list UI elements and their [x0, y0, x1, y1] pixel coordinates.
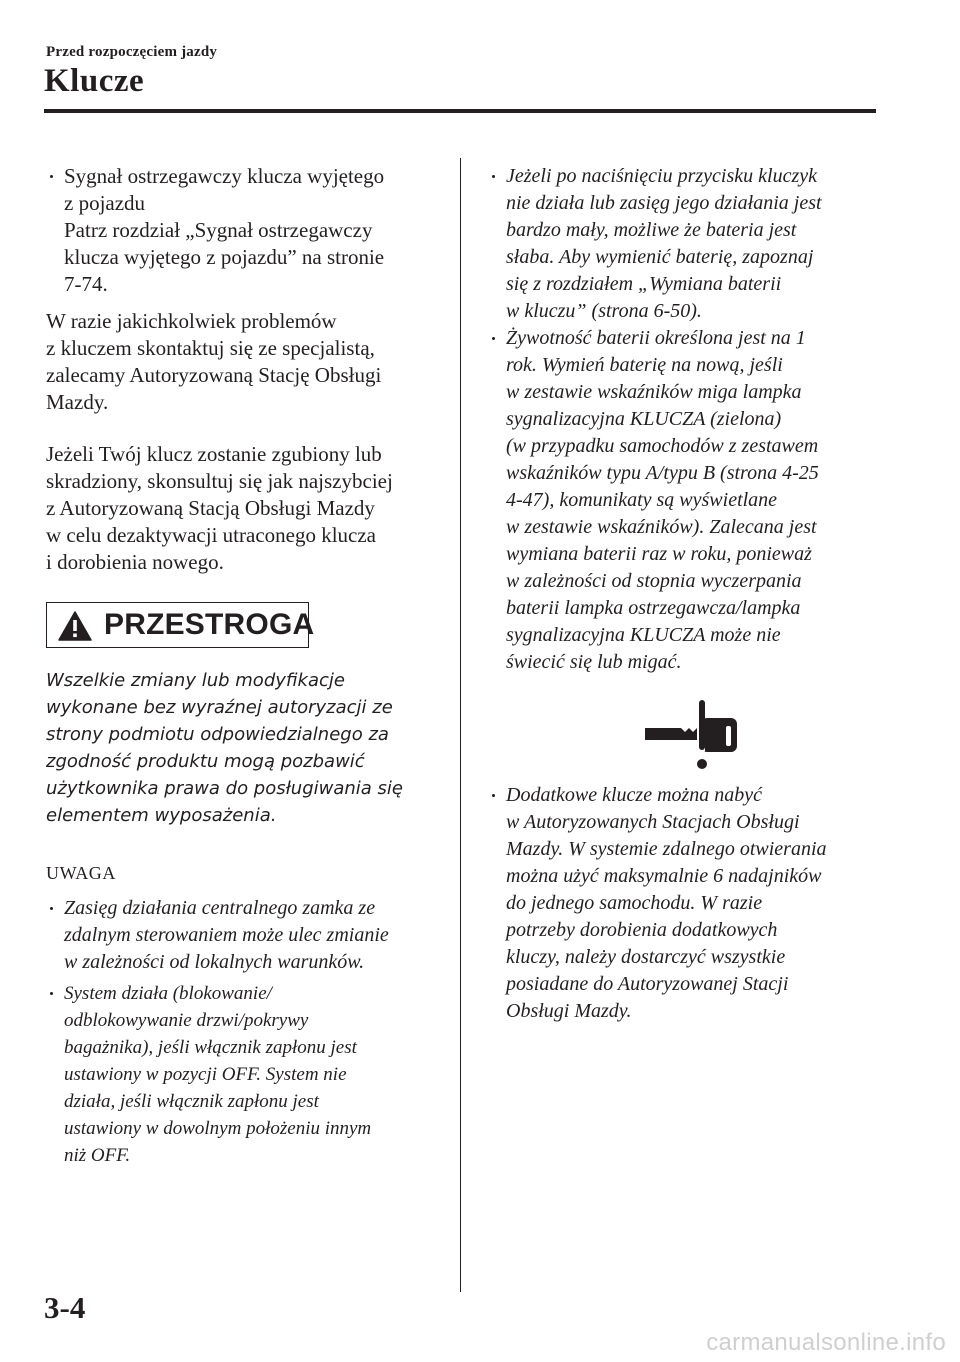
chapter-title: Klucze [44, 63, 145, 99]
paragraph-lost-key [46, 441, 441, 576]
caution-label: PRZESTROGA [104, 608, 315, 641]
text-line: potrzeby dorobienia dodatkowych [506, 919, 778, 941]
text-line: sygnalizacyjna KLUCZA może nie [506, 624, 781, 646]
note-title: UWAGA [46, 863, 116, 883]
text-line: Jeżeli Twój klucz zostanie zgubiony lub [46, 442, 382, 466]
bullet-dot [50, 907, 53, 910]
bullet-battery-life [488, 325, 884, 676]
text-line: w Autoryzowanych Stacjach Obsługi [506, 811, 800, 833]
text-line: można użyć maksymalnie 6 nadajników [506, 865, 822, 887]
bullet-dot [50, 992, 53, 995]
text-line: klucza wyjętego z pojazdu” na stronie [64, 245, 385, 269]
watermark: carmanualsonline.info [706, 1329, 946, 1356]
text-line: Dodatkowe klucze można nabyć [506, 784, 763, 806]
bullet-text [506, 163, 884, 325]
text-line: 4-47), komunikaty są wyświetlane [506, 489, 778, 511]
text-line: W razie jakichkolwiek problemów [46, 309, 337, 333]
text-line: w zestawie wskaźników). Zalecana jest [506, 516, 817, 538]
text-line: elementem wyposażenia. [46, 805, 277, 826]
text-line: posiadane do Autoryzowanej Stacji [506, 973, 789, 995]
bullet-text [64, 980, 441, 1169]
text-line: w zależności od stopnia wyczerpania [506, 570, 802, 592]
bullet-additional-keys [488, 782, 884, 1025]
text-line: ustawiony w dowolnym położeniu innym [64, 1118, 372, 1139]
text-line: bagażnika), jeśli włącznik zapłonu jest [64, 1037, 357, 1058]
text-line: świecić się lub migać. [506, 651, 682, 673]
text-line: zalecamy Autoryzowaną Stację Obsługi [46, 363, 382, 387]
caution-body [46, 667, 441, 829]
text-line: skradziony, skonsultuj się jak najszybciej [46, 469, 393, 493]
text-line: (w przypadku samochodów z zestawem [506, 435, 819, 457]
warning-triangle-icon [58, 611, 92, 641]
text-line: w zestawie wskaźników miga lampka [506, 381, 802, 403]
text-line: się z rozdziałem „Wymiana baterii [506, 273, 782, 295]
text-line: z Autoryzowaną Stacją Obsługi Mazdy [46, 496, 375, 520]
bullet-key-warning [46, 163, 441, 298]
text-line: z kluczem skontaktuj się ze specjalistą, [46, 336, 375, 360]
text-line: niż OFF. [64, 1145, 131, 1166]
text-line: odblokowywanie drzwi/pokrywy [64, 1010, 309, 1031]
text-line: 7-74. [64, 272, 108, 296]
caution-box [46, 602, 315, 648]
note-bullet-range [46, 895, 441, 976]
section-label: Przed rozpoczęciem jazdy [46, 44, 218, 60]
bullet-text [64, 163, 441, 298]
bullet-battery-weak [488, 163, 884, 325]
title-rule [44, 109, 876, 113]
bullet-text [64, 895, 441, 976]
text-line: zgodność produktu mogą pozbawić [46, 751, 365, 772]
text-line: wykonane bez wyraźnej autoryzacji ze [46, 697, 393, 718]
text-line: Obsługi Mazdy. [506, 1000, 632, 1022]
text-line: ustawiony w pozycji OFF. System nie [64, 1064, 347, 1085]
text-line: zdalnym sterowaniem może ulec zmianie [64, 924, 389, 946]
text-line: słaba. Aby wymienić baterię, zapoznaj [506, 246, 814, 268]
text-line: w kluczu” (strona 6-50). [506, 300, 702, 322]
column-divider [460, 158, 461, 1292]
note-bullet-system [46, 980, 441, 1169]
text-line: działa, jeśli włącznik zapłonu jest [64, 1091, 319, 1112]
page-number: 3-4 [44, 1290, 86, 1325]
text-line: Sygnał ostrzegawczy klucza wyjętego [64, 164, 385, 188]
text-line: strony podmiotu odpowiedzialnego za [46, 724, 389, 745]
text-line: z pojazdu [64, 191, 146, 215]
text-line: w celu dezaktywacji utraconego klucza [46, 523, 377, 547]
bullet-dot [492, 794, 495, 797]
text-line: Żywotność baterii określona jest na 1 [506, 327, 806, 349]
text-line: Wszelkie zmiany lub modyfikacje [46, 670, 345, 691]
text-line: sygnalizacyjna KLUCZA (zielona) [506, 408, 782, 430]
text-line: użytkownika prawa do posługiwania się [46, 778, 403, 799]
bullet-dot [50, 175, 53, 178]
text-line: Jeżeli po naciśnięciu przycisku kluczyk [506, 165, 817, 187]
text-line: baterii lampka ostrzegawcza/lampka [506, 597, 801, 619]
text-line: do jednego samochodu. W razie [506, 892, 763, 914]
text-line: Patrz rozdział „Sygnał ostrzegawczy [64, 218, 373, 242]
text-line: nie działa lub zasięg jego działania jest [506, 192, 822, 214]
left-column [46, 163, 441, 1169]
key-warning-icon [633, 698, 745, 770]
text-line: Mazdy. W systemie zdalnego otwierania [506, 838, 827, 860]
bullet-dot [492, 337, 495, 340]
right-column [488, 163, 884, 1025]
paragraph-problems [46, 308, 441, 416]
bullet-dot [492, 175, 495, 178]
text-line: kluczy, należy dostarczyć wszystkie [506, 946, 786, 968]
text-line: bardzo mały, możliwe że bateria jest [506, 219, 797, 241]
bullet-text [506, 782, 884, 1025]
text-line: w zależności od lokalnych warunków. [64, 951, 365, 973]
text-line: rok. Wymień baterię na nową, jeśli [506, 354, 783, 376]
bullet-text [506, 325, 884, 676]
text-line: Mazdy. [46, 390, 109, 414]
text-line: wymiana baterii raz w roku, ponieważ [506, 543, 812, 565]
text-line: i dorobienia nowego. [46, 550, 224, 574]
text-line: wskaźników typu A/typu B (strona 4-25 [506, 462, 819, 484]
text-line: System działa (blokowanie/ [64, 983, 272, 1004]
text-line: Zasięg działania centralnego zamka ze [64, 897, 376, 919]
